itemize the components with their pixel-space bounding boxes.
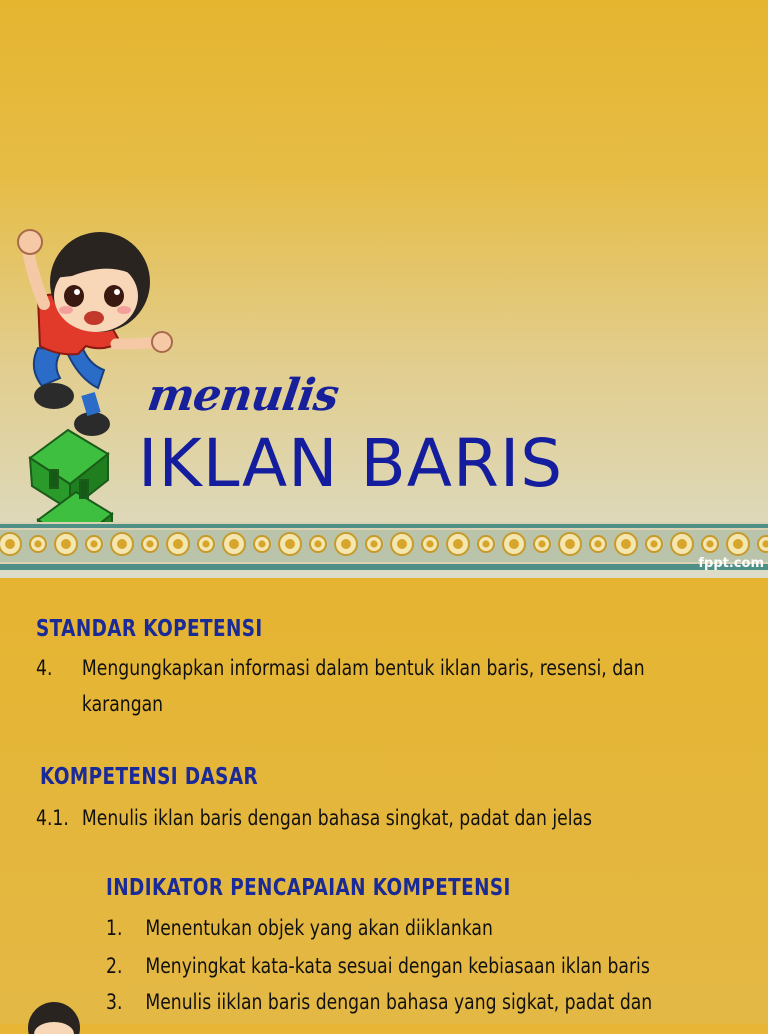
- ornament-circle-center: [258, 540, 265, 547]
- ornament-circle-center: [397, 539, 407, 549]
- ornament-circle-center: [733, 539, 743, 549]
- ornament-circle-center: [173, 539, 183, 549]
- item-text: Menyingkat kata-kata sesuai dengan kebiasaan iklan baris: [145, 954, 650, 978]
- ornament-circle-center: [621, 539, 631, 549]
- ornament-circle-center: [314, 540, 321, 547]
- ornament-circle-center: [285, 539, 295, 549]
- list-item-continuation: [36, 686, 692, 722]
- ornament-circle-center: [229, 539, 239, 549]
- list-item: [106, 910, 762, 946]
- title-main: IKLAN BARIS: [138, 425, 564, 502]
- item-text: Mengungkapkan informasi dalam bentuk iklan baris, resensi, dan: [81, 656, 645, 680]
- heading-standar-kompetensi: STANDAR KOPETENSI: [36, 616, 263, 642]
- ornament-circle-center: [202, 540, 209, 547]
- item-text: Menulis iklan baris dengan bahasa singkat, padat dan jelas: [81, 806, 593, 830]
- list-item: [36, 650, 692, 686]
- list-item: [36, 800, 692, 836]
- heading-kompetensi-dasar: KOMPETENSI DASAR: [40, 764, 259, 790]
- ornament-circle-center: [509, 539, 519, 549]
- ornament-circle-center: [482, 540, 489, 547]
- item-number: 3.: [106, 990, 123, 1014]
- ornament-circle-center: [594, 540, 601, 547]
- item-text: Menulis iiklan baris dengan bahasa yang sigkat, padat dan: [145, 990, 653, 1014]
- heading-indikator: INDIKATOR PENCAPAIAN KOMPETENSI: [106, 875, 511, 901]
- list-item: [106, 948, 762, 984]
- ornament-circle-center: [117, 539, 127, 549]
- ornament-circle-center: [677, 539, 687, 549]
- ornament-circle-center: [370, 540, 377, 547]
- watermark: fppt.com: [698, 556, 764, 571]
- ornament-circle-center: [706, 540, 713, 547]
- list-item: [106, 984, 762, 1020]
- cartoon-boy-head-illustration: [14, 994, 94, 1034]
- ornament-circle-center: [5, 539, 15, 549]
- ornament-circle-center: [453, 539, 463, 549]
- ornament-circle-center: [341, 539, 351, 549]
- item-number: 2.: [106, 954, 123, 978]
- item-number: 4.: [36, 656, 53, 680]
- ornament-circle-center: [565, 539, 575, 549]
- item-number: 4.1.: [36, 806, 69, 830]
- ornament-circle-center: [538, 540, 545, 547]
- content-slide: [0, 578, 768, 1024]
- item-number: 1.: [106, 916, 123, 940]
- ornament-circle-center: [61, 539, 71, 549]
- decorative-ornament-band: [0, 522, 768, 570]
- item-text: karangan: [81, 692, 164, 716]
- item-text: Menentukan objek yang akan diiklankan: [145, 916, 493, 940]
- ornament-circle-center: [90, 540, 97, 547]
- ornament-circle-center: [650, 540, 657, 547]
- ornament-circle-center: [426, 540, 433, 547]
- title-subtitle: menulis: [144, 370, 342, 421]
- ornament-circle-center: [34, 540, 41, 547]
- ornament-circle-center: [146, 540, 153, 547]
